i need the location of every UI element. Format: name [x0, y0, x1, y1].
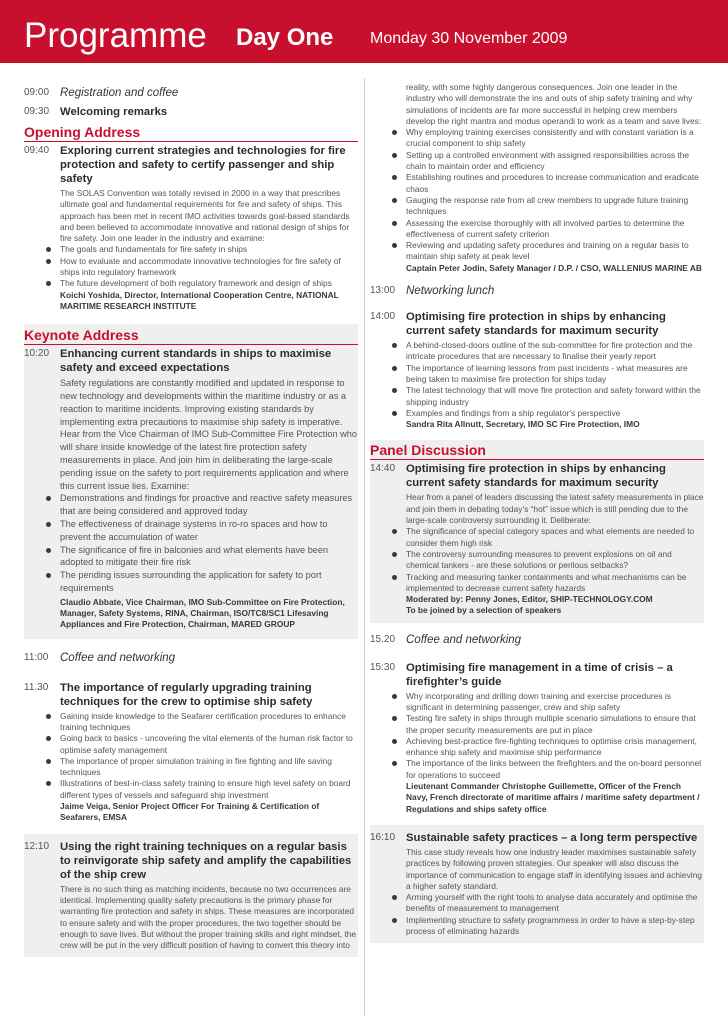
- session-title: Coffee and networking: [406, 633, 522, 646]
- session-1520: [370, 633, 704, 655]
- list-item: The pending issues surrounding the application for safety to port requirements: [60, 569, 358, 595]
- session-title: Networking lunch: [406, 285, 495, 298]
- bullet-list: [60, 492, 358, 594]
- session-description: The SOLAS Convention was totally revised in 2000 in a way that prescribes ultimate goal and fundamental requirements for fire and safety of ships. This approach has been met in recent IMO activities towards goal-based standards and been believed to accommodate innovative and rational design of ships for fire safety. Join one leader in the industry and examine:: [60, 188, 350, 244]
- session-time: 14:00: [370, 311, 396, 323]
- speaker: Captain Peter Jodin, Safety Manager / D.P. / CSO, WALLENIUS MARINE AB: [406, 262, 702, 273]
- list-item: The future development of both regulatory framework and design of ships: [60, 278, 358, 289]
- session-title: Sustainable safety practices – a long term perspective: [406, 831, 698, 844]
- session-1100: [24, 651, 358, 675]
- session-time: 13:00: [370, 285, 396, 297]
- list-item: Achieving best-practice fire-fighting techniques to optimise crisis management, enhance ship safety and maximise ship performance: [406, 736, 704, 759]
- session-title: Exploring current strategies and technologies for fire protection and safety to certify passenger and ship safety: [60, 145, 346, 185]
- section-heading-keynote: Keynote Address: [24, 327, 358, 345]
- bullet-icon: [392, 575, 397, 580]
- session-1530: [370, 661, 704, 815]
- session-title: Optimising fire protection in ships by enhancing current safety standards for maximum security: [406, 311, 666, 338]
- speaker: Sandra Rita Allnutt, Secretary, IMO SC Fire Protection, IMO: [406, 419, 640, 430]
- session-time: 14:40: [370, 463, 396, 475]
- bullet-list: [406, 526, 704, 594]
- bullet-icon: [46, 714, 51, 719]
- bullet-icon: [392, 739, 397, 744]
- speaker: Koichi Yoshida, Director, International Cooperation Centre, NATIONAL MARITIME RESEARCH INSTITUTE: [60, 289, 339, 311]
- session-time: 11.30: [24, 681, 49, 693]
- left-column: [24, 78, 358, 957]
- bullet-icon: [46, 259, 51, 264]
- section-heading-panel: Panel Discussion: [370, 442, 704, 460]
- session-title: Enhancing current standards in ships to maximise safety and exceed expectations: [60, 348, 332, 375]
- session-0900: [24, 86, 358, 105]
- list-item: Gauging the response rate from all crew members to upgrade future training techniques: [406, 195, 704, 218]
- column-divider: [364, 78, 365, 1016]
- programme-header: [0, 0, 728, 63]
- session-description: Safety regulations are constantly modified and updated in response to new technology and developments within the maritime industry or as a reaction to maritime incidents. Improving existing standards by implementing extra precautions to maximise ship safety is imperative. Hear from the Vice Chairman of IMO Sub-Committee Fire Protection who will share inside knowledge of the latest fire protection safety measurements in place. And join him in deliberating the large-scale pending issue on the safety to port requirements application and where this current issue lies. Examine:: [60, 378, 358, 491]
- speaker: Lieutenant Commander Christophe Guillemette, Officer of the French Navy, French directorate of maritime affairs / maritime safety department / Regulations and ships safety office: [406, 781, 700, 814]
- keynote-block: [24, 324, 358, 638]
- list-item: A behind-closed-doors outline of the sub-committee for fire protection and the intricate procedures that are necessary to finalise their yearly report: [406, 340, 704, 363]
- bullet-icon: [392, 366, 397, 371]
- list-item: Gaining inside knowledge to the Seafarer certification procedures to enhance training techniques: [60, 711, 358, 734]
- list-item: The importance of proper simulation training in fire fighting and life saving techniques: [60, 756, 358, 779]
- session-1440: [370, 462, 704, 616]
- bullet-icon: [392, 221, 397, 226]
- bullet-icon: [46, 548, 51, 553]
- session-1210: [24, 834, 358, 958]
- list-item: The latest technology that will move fire protection and safety forward within the shipping industry: [406, 385, 704, 408]
- session-description: reality, with some highly dangerous consequences. Join one leader in the industry who will demonstrate the ins and outs of ship safety training and why simulations of incidents are far more successful in helping crew members develop the right mantra and modus operandi to work as a team and save lives:: [406, 82, 702, 126]
- list-item: The effectiveness of drainage systems in ro-ro spaces and how to prevent the accumulation of water: [60, 518, 358, 544]
- session-time: 09:40: [24, 145, 50, 156]
- session-time: 15.20: [370, 633, 396, 645]
- session-1400: [370, 310, 704, 430]
- list-item: Why employing training exercises consistently and with constant variation is a crucial component to ship safety: [406, 127, 704, 150]
- session-1610: [370, 825, 704, 943]
- list-item: Testing fire safety in ships through multiple scenario simulations to ensure that the proper security measurements are put in place: [406, 713, 704, 736]
- session-time: 12:10: [24, 840, 50, 852]
- right-column: [370, 78, 704, 943]
- list-item: Tracking and measuring tanker containments and what mechanisms can be implemented to decrease current safety hazards: [406, 572, 704, 595]
- list-item: Examples and findings from a ship regulator's perspective: [406, 408, 704, 419]
- list-item: Implementing structure to safety programmess in order to have a step-by-step process of eliminating hazards: [406, 915, 704, 938]
- date-label: Monday 30 November 2009: [370, 30, 568, 47]
- list-item: Arming yourself with the right tools to analyse data accurately and optimise the benefits of measurement to management: [406, 892, 704, 915]
- list-item: Going back to basics - uncovering the vital elements of the human risk factor to optimise safety management: [60, 733, 358, 756]
- list-item: The significance of special category spaces and what elements are needed to consider them high risk: [406, 526, 704, 549]
- session-1210-continued: [370, 82, 704, 274]
- list-item: Assessing the exercise thoroughly with all involved parties to determine the effectiveness of current safety criterion: [406, 218, 704, 241]
- list-item: The significance of fire in balconies and what elements have been adopted to mitigate their fire risk: [60, 544, 358, 570]
- day-label: Day One: [236, 24, 334, 51]
- bullet-icon: [392, 198, 397, 203]
- bullet-list: [406, 340, 704, 419]
- bullet-icon: [392, 694, 397, 699]
- session-time: 11:00: [24, 651, 49, 663]
- moderator: Moderated by: Penny Jones, Editor, SHIP-TECHNOLOGY.COM: [406, 594, 653, 605]
- bullet-list: [406, 127, 704, 263]
- list-item: The importance of the links between the firefighters and the on-board personnel for operations to succeed: [406, 758, 704, 781]
- session-time: 10:20: [24, 348, 50, 360]
- session-1020: [24, 347, 358, 630]
- bullet-icon: [392, 153, 397, 158]
- speaker: Claudio Abbate, Vice Chairman, IMO Sub-Committee on Fire Protection, Manager, Safety Systems, RINA, Chairman, ISO/TC8/SC1 Lifesaving Appliances and Fire Protection, Chairman, MARED GROUP: [60, 596, 345, 630]
- session-title: Coffee and networking: [60, 651, 176, 664]
- session-title: The importance of regularly upgrading training techniques for the crew to optimise ship safety: [60, 681, 313, 708]
- list-item: Demonstrations and findings for proactive and reactive safety measures that are being considered and approved today: [60, 492, 358, 518]
- list-item: How to evaluate and accommodate innovative technologies for fire safety of ships into regulatory framework: [60, 256, 358, 279]
- session-1300: [370, 284, 704, 306]
- bullet-icon: [46, 522, 51, 527]
- session-title: Registration and coffee: [60, 87, 179, 99]
- list-item: Establishing routines and procedures to increase communication and eradicate chaos: [406, 172, 704, 195]
- list-item: The goals and fundamentals for fire safety in ships: [60, 244, 358, 255]
- bullet-list: [60, 711, 358, 801]
- session-time: 09:00: [24, 87, 50, 98]
- bullet-icon: [392, 918, 397, 923]
- session-title: Optimising fire management in a time of crisis – a firefighter’s guide: [406, 661, 673, 688]
- list-item: The importance of learning lessons from past incidents - what measures are being taken to maximise fire protection for ships today: [406, 363, 704, 386]
- session-title: Using the right training techniques on a regular basis to reinvigorate ship safety and amplify the capabilities of the ship crew: [60, 840, 352, 881]
- session-description: Hear from a panel of leaders discussing the latest safety measurements in place and join them in debating today’s “hot” issue which is still pending due to the large-scale controversy surrounding it. Deliberate:: [406, 492, 704, 526]
- session-time: 16:10: [370, 831, 396, 843]
- session-time: 09:30: [24, 106, 50, 117]
- list-item: The controversy surrounding measures to prevent explosions on oil and chemical tankers - are these solutions or perilous setbacks?: [406, 549, 704, 572]
- session-1130: [24, 681, 358, 824]
- bullet-icon: [392, 552, 397, 557]
- speaker: Jaime Veiga, Senior Project Officer For Training & Certification of Seafarers, EMSA: [60, 801, 320, 823]
- session-0940: [24, 144, 358, 312]
- list-item: Reviewing and updating safety procedures and training on a regular basis to maintain ship safety at peak level: [406, 240, 704, 263]
- list-item: Why incorporating and drilling down training and exercise procedures is significant in determining passenger, crew and ship safety: [406, 691, 704, 714]
- bullet-icon: [392, 411, 397, 416]
- list-item: Setting up a controlled environment with assigned responsibilities across the chain to maintain order and efficiency: [406, 150, 704, 173]
- bullet-icon: [46, 759, 51, 764]
- session-0930: [24, 105, 358, 124]
- bullet-list: [60, 244, 358, 289]
- programme-title: Programme: [24, 16, 207, 55]
- bullet-list: [406, 892, 704, 937]
- bullet-list: [406, 691, 704, 781]
- list-item: Illustrations of best-in-class safety training to ensure high level safety on board different types of vessels and safeguard ship investment: [60, 778, 358, 801]
- session-description: There is no such thing as matching incidents, because no two occurrences are identical. Implementing quality safety precautions is the primary phase for warranting fire protection and safety in ships. These measures are incorporated to ensure safety and with the proper procedures, the two together should be enough to save lives. But without the proper training skills and right mindset, the crew will be put in the very difficult position of having to convert this theory into: [60, 883, 357, 951]
- session-title: Optimising fire protection in ships by enhancing current safety standards for maximum security: [406, 463, 666, 490]
- joined-by: To be joined by a selection of speakers: [406, 605, 562, 616]
- panel-block: [370, 440, 704, 622]
- session-description: This case study reveals how one industry leader maximises sustainable safety practices by following proven strategies. Our speaker will also discuss the importance of communication to engage staff in identifying issues and achieving a higher safety standard.: [406, 846, 702, 891]
- session-time: 15:30: [370, 661, 396, 673]
- session-title: Welcoming remarks: [60, 106, 168, 118]
- section-heading-opening: Opening Address: [24, 124, 358, 142]
